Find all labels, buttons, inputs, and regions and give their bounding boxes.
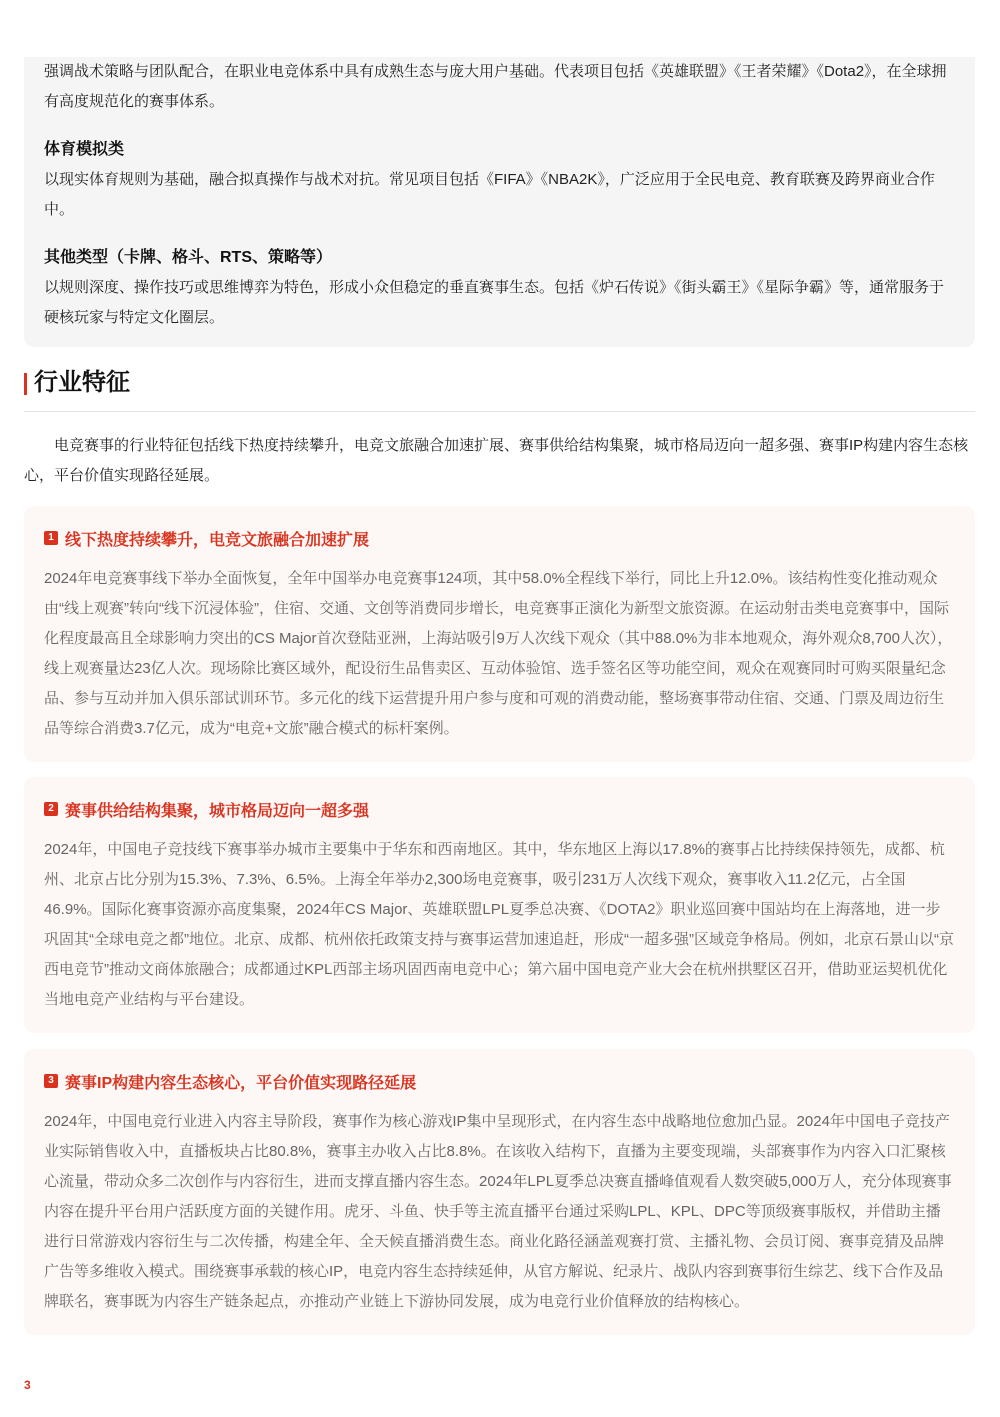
section-title: 行业特征: [34, 369, 130, 396]
sports-sim-title: 体育模拟类: [44, 141, 125, 158]
card-body: 2024年，中国电子竞技线下赛事举办城市主要集中于华东和西南地区。其中，华东地区上海以17.8%的赛事占比持续保持领先，成都、杭州、北京占比分别为15.3%、7.3%、6.5%。上海全年举办2,300场电竞赛事，吸引231万人次线下观众，赛事收入11.2亿元，占全国46.9%。国际化赛事资源亦高度集聚，2024年CS Major、英雄联盟LPL夏季总决赛、《DOTA2》职业巡回赛中国站均在上海落地，进一步巩固其“全球电竞之都”地位。北京、成都、杭州依托政策支持与赛事运营加速追赶，形成“一超多强”区域竞争格局。例如，北京石景山以“京西电竞节”推动文商体旅融合；成都通过KPL西部主场巩固西南电竞中心；第六届中国电竞产业大会在杭州拱墅区召开，借助亚运契机优化当地电竞产业结构与平台建设。: [44, 841, 954, 1008]
section-header: [24, 364, 975, 412]
moba-description: 强调战术策略与团队配合，在职业电竞体系中具有成熟生态与庞大用户基础。代表项目包括《英雄联盟》《王者荣耀》《Dota2》，在全球拥有高度规范化的赛事体系。: [44, 63, 947, 110]
sports-sim-description: 以现实体育规则为基础，融合拟真操作与战术对抗。常见项目包括《FIFA》《NBA2K》，广泛应用于全民电竞、教育联赛及跨界商业合作中。: [44, 171, 935, 218]
card-header: [44, 1067, 955, 1095]
number-badge: 1: [44, 531, 58, 545]
number-badge: 2: [44, 802, 58, 816]
card-header: [44, 524, 955, 552]
section-accent-bar: [24, 373, 27, 395]
card-title: 赛事供给结构集聚，城市格局迈向一超多强: [65, 802, 370, 820]
page-number: 3: [24, 1378, 31, 1392]
card-body: 2024年电竞赛事线下举办全面恢复，全年中国举办电竞赛事124项，其中58.0%全程线下举行，同比上升12.0%。该结构性变化推动观众由“线上观赛”转向“线下沉浸体验”，住宿、交通、文创等消费同步增长，电竞赛事正演化为新型文旅资源。在运动射击类电竞赛事中，国际化程度最高且全球影响力突出的CS Major首次登陆亚洲，上海站吸引9万人次线下观众（其中88.0%为非本地观众，海外观众8,700人次），线上观赛量达23亿人次。现场除比赛区域外，配设衍生品售卖区、互动体验馆、选手签名区等功能空间，观众在观赛同时可购买限量纪念品、参与互动并加入俱乐部试训环节。多元化的线下运营提升用户参与度和可观的消费动能，整场赛事带动住宿、交通、门票及周边衍生品等综合消费3.7亿元，成为“电竞+文旅”融合模式的标杆案例。: [44, 570, 953, 737]
card-title: 赛事IP构建内容生态核心，平台价值实现路径延展: [65, 1074, 417, 1092]
esports-categories-box: [24, 57, 975, 347]
feature-card-3: [24, 1049, 975, 1335]
card-title: 线下热度持续攀升，电竞文旅融合加速扩展: [65, 531, 370, 549]
feature-card-1: [24, 506, 975, 762]
card-header: [44, 795, 955, 823]
number-badge: 3: [44, 1074, 58, 1088]
other-types-description: 以规则深度、操作技巧或思维博弈为特色，形成小众但稳定的垂直赛事生态。包括《炉石传说》《街头霸王》《星际争霸》等，通常服务于硬核玩家与特定文化圈层。: [44, 279, 945, 326]
other-types-title: 其他类型（卡牌、格斗、RTS、策略等）: [44, 249, 333, 266]
section-intro: 电竞赛事的行业特征包括线下热度持续攀升，电竞文旅融合加速扩展、赛事供给结构集聚，城市格局迈向一超多强、赛事IP构建内容生态核心，平台价值实现路径延展。: [24, 437, 969, 484]
feature-card-2: [24, 777, 975, 1033]
card-body: 2024年，中国电竞行业进入内容主导阶段，赛事作为核心游戏IP集中呈现形式，在内容生态中战略地位愈加凸显。2024年中国电子竞技产业实际销售收入中，直播板块占比80.8%，赛事主办收入占比8.8%。在该收入结构下，直播为主要变现端，头部赛事作为内容入口汇聚核心流量，带动众多二次创作与内容衍生，进而支撑直播内容生态。2024年LPL夏季总决赛直播峰值观看人数突破5,000万人，充分体现赛事内容在提升平台用户活跃度方面的关键作用。虎牙、斗鱼、快手等主流直播平台通过采购LPL、KPL、DPC等顶级赛事版权，并借助主播进行日常游戏内容衍生与二次传播，构建全年、全天候直播消费生态。商业化路径涵盖观赛打赏、主播礼物、会员订阅、赛事竞猜及品牌广告等多维收入模式。围绕赛事承载的核心IP，电竞内容生态持续延伸，从官方解说、纪录片、战队内容到赛事衍生综艺、线下合作及品牌联名，赛事既为内容生产链条起点，亦推动产业链上下游协同发展，成为电竞行业价值释放的结构核心。: [44, 1113, 952, 1310]
